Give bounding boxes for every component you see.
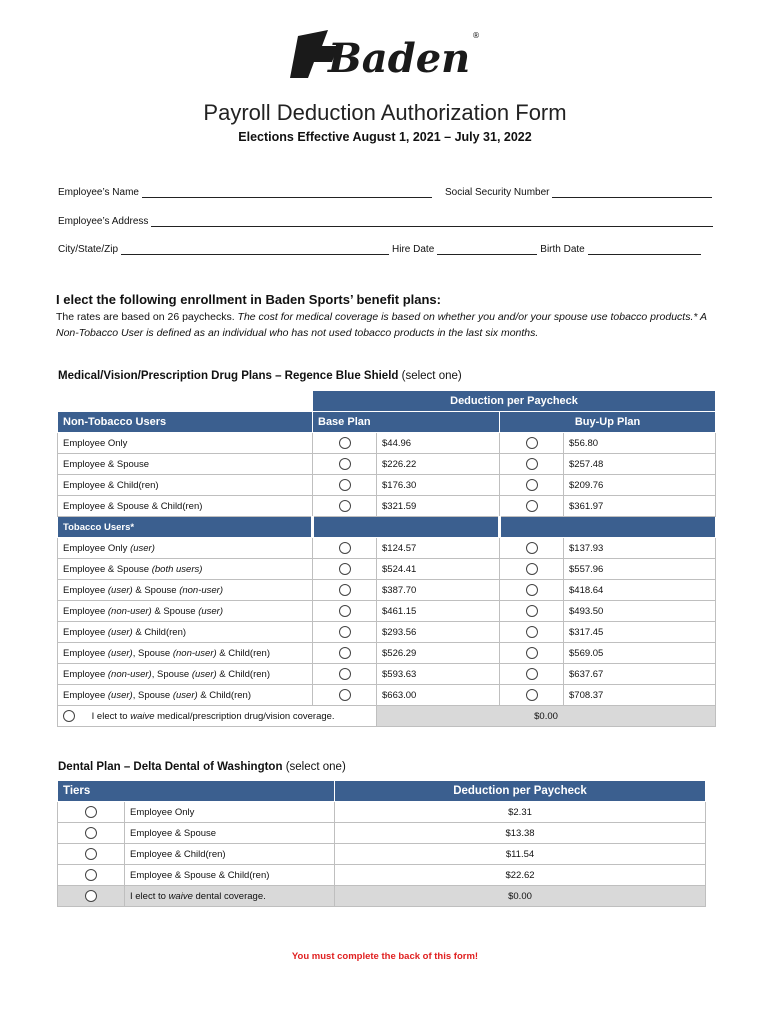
dental-tier-label: Employee & Spouse & Child(ren): [125, 865, 335, 886]
medical-waive-cell: [58, 706, 377, 727]
row-label: Employee (user) & Child(ren): [58, 622, 313, 643]
medical-heading: Medical/Vision/Prescription Drug Plans – Regence Blue Shield (select one): [58, 370, 462, 382]
dental-radio-cell: [58, 865, 125, 886]
buyup-plan-radio-cell: [500, 622, 564, 643]
buyup-amount: $418.64: [564, 580, 716, 601]
tobacco-row[interactable]: [58, 601, 716, 622]
buyup-plan-radio-cell: [500, 664, 564, 685]
dental-waive-amount: $0.00: [335, 886, 706, 907]
city-state-zip-label: City/State/Zip: [58, 244, 119, 255]
medical-waive-label: I elect to waive medical/prescription drug/vision coverage.: [91, 710, 335, 722]
buyup-amount: $708.37: [564, 685, 716, 706]
base-amount: $293.56: [377, 622, 500, 643]
base-amount: $461.15: [377, 601, 500, 622]
base-plan-radio[interactable]: [339, 437, 351, 449]
buyup-amount: $637.67: [564, 664, 716, 685]
buyup-plan-radio[interactable]: [526, 668, 538, 680]
nontobacco-row[interactable]: [58, 454, 716, 475]
buyup-plan-radio[interactable]: [526, 542, 538, 554]
medical-waive-amount: $0.00: [377, 706, 716, 727]
buyup-plan-radio-cell: [500, 496, 564, 517]
buyup-plan-radio-cell: [500, 454, 564, 475]
tobacco-row[interactable]: [58, 643, 716, 664]
city-state-zip-line[interactable]: [121, 244, 389, 255]
buyup-plan-radio[interactable]: [526, 689, 538, 701]
row-label: Employee & Child(ren): [58, 475, 313, 496]
employee-name-field[interactable]: [58, 187, 435, 198]
base-amount: $387.70: [377, 580, 500, 601]
election-text: The rates are based on 26 paychecks.: [56, 311, 238, 323]
row-label: Employee (non-user) & Spouse (user): [58, 601, 313, 622]
dental-tier-label: Employee Only: [125, 802, 335, 823]
complete-back-warning: You must complete the back of this form!: [291, 951, 479, 962]
registered-mark: ®: [472, 31, 480, 40]
tobacco-row[interactable]: [58, 538, 716, 559]
employee-name-line[interactable]: [142, 187, 432, 198]
medical-waive-radio[interactable]: [63, 710, 75, 722]
tobacco-row[interactable]: [58, 685, 716, 706]
row-label: Employee & Spouse & Child(ren): [58, 496, 313, 517]
dental-deduction-header: Deduction per Paycheck: [335, 781, 706, 802]
base-plan-radio-cell: [313, 664, 377, 685]
row-label: Employee (non-user), Spouse (user) & Child(ren): [58, 664, 313, 685]
buyup-plan-radio-cell: [500, 433, 564, 454]
base-plan-radio-cell: [313, 496, 377, 517]
base-plan-radio[interactable]: [339, 605, 351, 617]
election-heading: I elect the following enrollment in Baden Sports’ benefit plans:: [56, 292, 441, 307]
row-label: Employee (user), Spouse (user) & Child(ren): [58, 685, 313, 706]
buyup-amount: $317.45: [564, 622, 716, 643]
dental-tier-label: Employee & Child(ren): [125, 844, 335, 865]
buyup-amount: $557.96: [564, 559, 716, 580]
row-label: Employee Only: [58, 433, 313, 454]
birth-date-line[interactable]: [588, 244, 701, 255]
base-plan-radio-cell: [313, 580, 377, 601]
dental-waive-row[interactable]: [58, 886, 706, 907]
base-plan-radio[interactable]: [339, 542, 351, 554]
base-plan-radio[interactable]: [339, 689, 351, 701]
city-state-zip-field[interactable]: [58, 244, 704, 255]
buyup-plan-radio-cell: [500, 601, 564, 622]
dental-amount: $11.54: [335, 844, 706, 865]
base-plan-radio[interactable]: [339, 647, 351, 659]
buyup-plan-radio[interactable]: [526, 647, 538, 659]
hire-date-line[interactable]: [437, 244, 537, 255]
address-line[interactable]: [151, 216, 713, 227]
base-amount: $663.00: [377, 685, 500, 706]
tobacco-row[interactable]: [58, 580, 716, 601]
buyup-plan-radio-cell: [500, 685, 564, 706]
buyup-plan-radio-cell: [500, 643, 564, 664]
dental-row[interactable]: [58, 823, 706, 844]
dental-radio[interactable]: [85, 848, 97, 860]
base-amount: $226.22: [377, 454, 500, 475]
election-paragraph: [56, 309, 720, 341]
election-italic: The cost for medical coverage is based on whether you and/or your spouse use tobacco products.* A Non-Tobacco User is defined as an individual who has not used tobacco products in the last six months.: [56, 311, 707, 339]
base-plan-radio[interactable]: [339, 626, 351, 638]
base-plan-radio-cell: [313, 685, 377, 706]
buyup-amount: $257.48: [564, 454, 716, 475]
ssn-field[interactable]: [445, 187, 715, 198]
row-label: Employee & Spouse: [58, 454, 313, 475]
dental-row[interactable]: [58, 865, 706, 886]
base-plan-radio-cell: [313, 433, 377, 454]
base-plan-radio-cell: [313, 475, 377, 496]
logo-wordmark: Baden: [328, 35, 471, 82]
tobacco-header: Tobacco Users*: [58, 517, 313, 538]
tobacco-row[interactable]: [58, 622, 716, 643]
nontobacco-row[interactable]: [58, 475, 716, 496]
tobacco-row[interactable]: [58, 559, 716, 580]
dental-waive-label: I elect to waive dental coverage.: [125, 886, 335, 907]
base-plan-radio-cell: [313, 622, 377, 643]
base-plan-radio[interactable]: [339, 563, 351, 575]
base-plan-radio-cell: [313, 643, 377, 664]
row-label: Employee (user), Spouse (non-user) & Child(ren): [58, 643, 313, 664]
address-field[interactable]: [58, 216, 716, 227]
base-amount: $524.41: [377, 559, 500, 580]
buyup-plan-radio-cell: [500, 475, 564, 496]
base-plan-radio-cell: [313, 454, 377, 475]
ssn-line[interactable]: [552, 187, 712, 198]
buyup-plan-radio[interactable]: [526, 563, 538, 575]
buyup-plan-radio[interactable]: [526, 605, 538, 617]
row-label: Employee (user) & Spouse (non-user): [58, 580, 313, 601]
baden-logo: [288, 26, 484, 82]
dental-table: [57, 780, 706, 907]
buyup-amount: $569.05: [564, 643, 716, 664]
dental-radio[interactable]: [85, 827, 97, 839]
buyup-plan-radio-cell: [500, 580, 564, 601]
dental-amount: $13.38: [335, 823, 706, 844]
dental-waive-radio-cell: [58, 886, 125, 907]
medical-blank-cell: [58, 391, 313, 412]
base-amount: $176.30: [377, 475, 500, 496]
dental-tier-label: Employee & Spouse: [125, 823, 335, 844]
base-plan-radio-cell: [313, 601, 377, 622]
buyup-plan-radio[interactable]: [526, 500, 538, 512]
row-label: Employee Only (user): [58, 538, 313, 559]
dental-radio-cell: [58, 844, 125, 865]
base-plan-radio[interactable]: [339, 500, 351, 512]
hire-date-label: Hire Date: [392, 244, 435, 255]
dental-heading: Dental Plan – Delta Dental of Washington (select one): [58, 761, 346, 773]
buyup-amount: $209.76: [564, 475, 716, 496]
base-plan-radio-cell: [313, 538, 377, 559]
base-plan-radio[interactable]: [339, 479, 351, 491]
dental-row[interactable]: [58, 802, 706, 823]
base-plan-radio[interactable]: [339, 668, 351, 680]
buyup-plan-radio[interactable]: [526, 584, 538, 596]
dental-amount: $22.62: [335, 865, 706, 886]
ssn-label: Social Security Number: [445, 187, 550, 198]
dental-amount: $2.31: [335, 802, 706, 823]
base-amount: $44.96: [377, 433, 500, 454]
buyup-amount: $56.80: [564, 433, 716, 454]
dental-radio-cell: [58, 802, 125, 823]
nontobacco-header: Non-Tobacco Users: [58, 412, 313, 433]
dental-radio-cell: [58, 823, 125, 844]
medical-waive-row[interactable]: [58, 706, 716, 727]
buyup-plan-radio-cell: [500, 559, 564, 580]
nontobacco-row[interactable]: [58, 496, 716, 517]
buyup-plan-header: Buy-Up Plan: [500, 412, 716, 433]
base-amount: $321.59: [377, 496, 500, 517]
buyup-plan-radio[interactable]: [526, 458, 538, 470]
medical-table: [57, 390, 716, 727]
base-amount: $593.63: [377, 664, 500, 685]
nontobacco-row[interactable]: [58, 433, 716, 454]
birth-date-label: Birth Date: [540, 244, 585, 255]
dental-waive-radio[interactable]: [85, 890, 97, 902]
tiers-header: Tiers: [58, 781, 335, 802]
base-amount: $124.57: [377, 538, 500, 559]
buyup-plan-radio[interactable]: [526, 479, 538, 491]
deduction-header: Deduction per Paycheck: [313, 391, 716, 412]
buyup-plan-radio[interactable]: [526, 626, 538, 638]
buyup-plan-radio[interactable]: [526, 437, 538, 449]
dental-row[interactable]: [58, 844, 706, 865]
row-label: Employee & Spouse (both users): [58, 559, 313, 580]
base-plan-radio[interactable]: [339, 584, 351, 596]
base-plan-radio[interactable]: [339, 458, 351, 470]
base-amount: $526.29: [377, 643, 500, 664]
dental-radio[interactable]: [85, 869, 97, 881]
buyup-amount: $137.93: [564, 538, 716, 559]
base-plan-radio-cell: [313, 559, 377, 580]
base-plan-header: Base Plan: [313, 412, 500, 433]
buyup-plan-radio-cell: [500, 538, 564, 559]
tobacco-row[interactable]: [58, 664, 716, 685]
form-title: Payroll Deduction Authorization Form: [203, 100, 567, 125]
address-label: Employee’s Address: [58, 216, 149, 227]
dental-radio[interactable]: [85, 806, 97, 818]
buyup-amount: $361.97: [564, 496, 716, 517]
form-subtitle: Elections Effective August 1, 2021 – July 31, 2022: [238, 130, 532, 144]
buyup-amount: $493.50: [564, 601, 716, 622]
employee-name-label: Employee’s Name: [58, 187, 139, 198]
